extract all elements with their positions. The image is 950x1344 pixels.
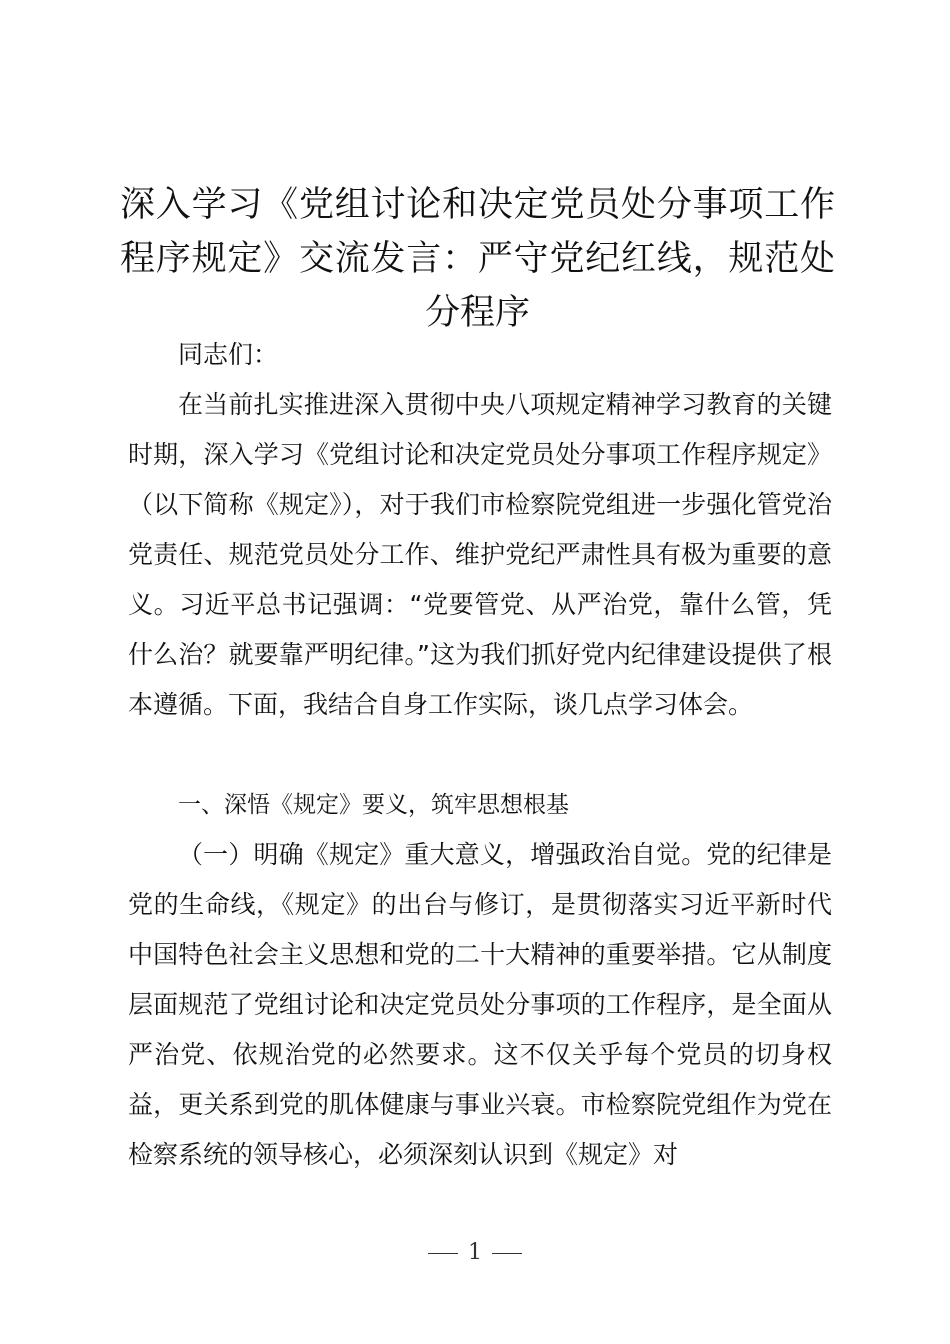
- footer-dash-left: [428, 1253, 458, 1254]
- footer-dash-right: [492, 1253, 522, 1254]
- section-heading: 一、深悟《规定》要义，筑牢思想根基: [178, 792, 569, 818]
- paragraph-body: （一）明确《规定》重大意义，增强政治自觉。党的纪律是党的生命线，《规定》的出台与修订，是贯彻落实习近平新时代中国特色社会主义思想和党的二十大精神的重要举措。它从制度层面规范了党组讨论和决定党员处分事项的工作程序，是全面从严治党、依规治党的必然要求。这不仅关乎每个党员的切身权益，更关系到党的肌体健康与事业兴衰。市检察院党组作为党在检察系统的领导核心，必须深刻认识到《规定》对: [128, 840, 832, 1169]
- paragraph-intro: 在当前扎实推进深入贯彻中央八项规定精神学习教育的关键时期，深入学习《党组讨论和决定党员处分事项工作程序规定》（以下简称《规定》），对于我们市检察院党组进一步强化管党治党责任、规范党员处分工作、维护党纪严肃性具有极为重要的意义。习近平总书记强调：“党要管党、从严治党，靠什么管，凭什么治？就要靠严明纪律。”这为我们抓好党内纪律建设提供了根本遵循。下面，我结合自身工作实际，谈几点学习体会。: [128, 390, 832, 719]
- document-title: 深入学习《党组讨论和决定党员处分事项工作程序规定》交流发言：严守党纪红线，规范处分程序: [120, 185, 835, 333]
- page-number: 1: [468, 1240, 482, 1265]
- greeting: 同志们：: [178, 340, 279, 369]
- page-footer: [0, 1236, 950, 1270]
